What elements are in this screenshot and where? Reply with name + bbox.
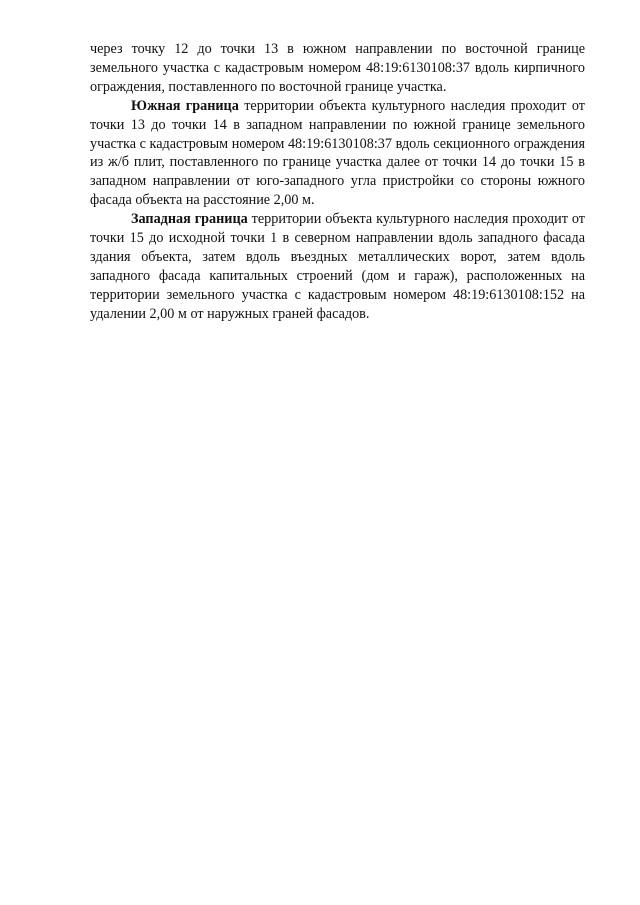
paragraph-east-boundary-continuation [90, 40, 585, 97]
paragraph-text: через точку 12 до точки 13 в южном направлении по восточной границе земельного участка с кадастровым номером 48:19:6130108:37 вдоль кирпичного ограждения, поставленного по восточной границе участка. [90, 41, 585, 95]
west-boundary-heading: Западная граница [131, 211, 248, 228]
document-body [90, 40, 585, 324]
paragraph-text: территории объекта культурного наследия проходит от точки 15 до исходной точки 1 в северном направлении вдоль западного фасада здания объекта, затем вдоль въездных металлических ворот, затем вдоль западного фасада капитальных строений (дом и гараж), расположенных на территории земельного участка с кадастровым номером 48:19:6130108:152 на удалении 2,00 м от наружных граней фасадов. [90, 211, 585, 322]
south-boundary-heading: Южная граница [131, 97, 239, 114]
paragraph-west-boundary [90, 210, 585, 323]
paragraph-south-boundary [90, 97, 585, 210]
paragraph-text: территории объекта культурного наследия проходит от точки 13 до точки 14 в западном направлении по южной границе земельного участка с кадастровым номером 48:19:6130108:37 вдоль секционного ограждения из ж/б плит, поставленного по границе участка далее от точки 14 до точки 15 в западном направлении от юго-западного угла пристройки со стороны южного фасада объекта на расстояние 2,00 м. [90, 97, 585, 209]
